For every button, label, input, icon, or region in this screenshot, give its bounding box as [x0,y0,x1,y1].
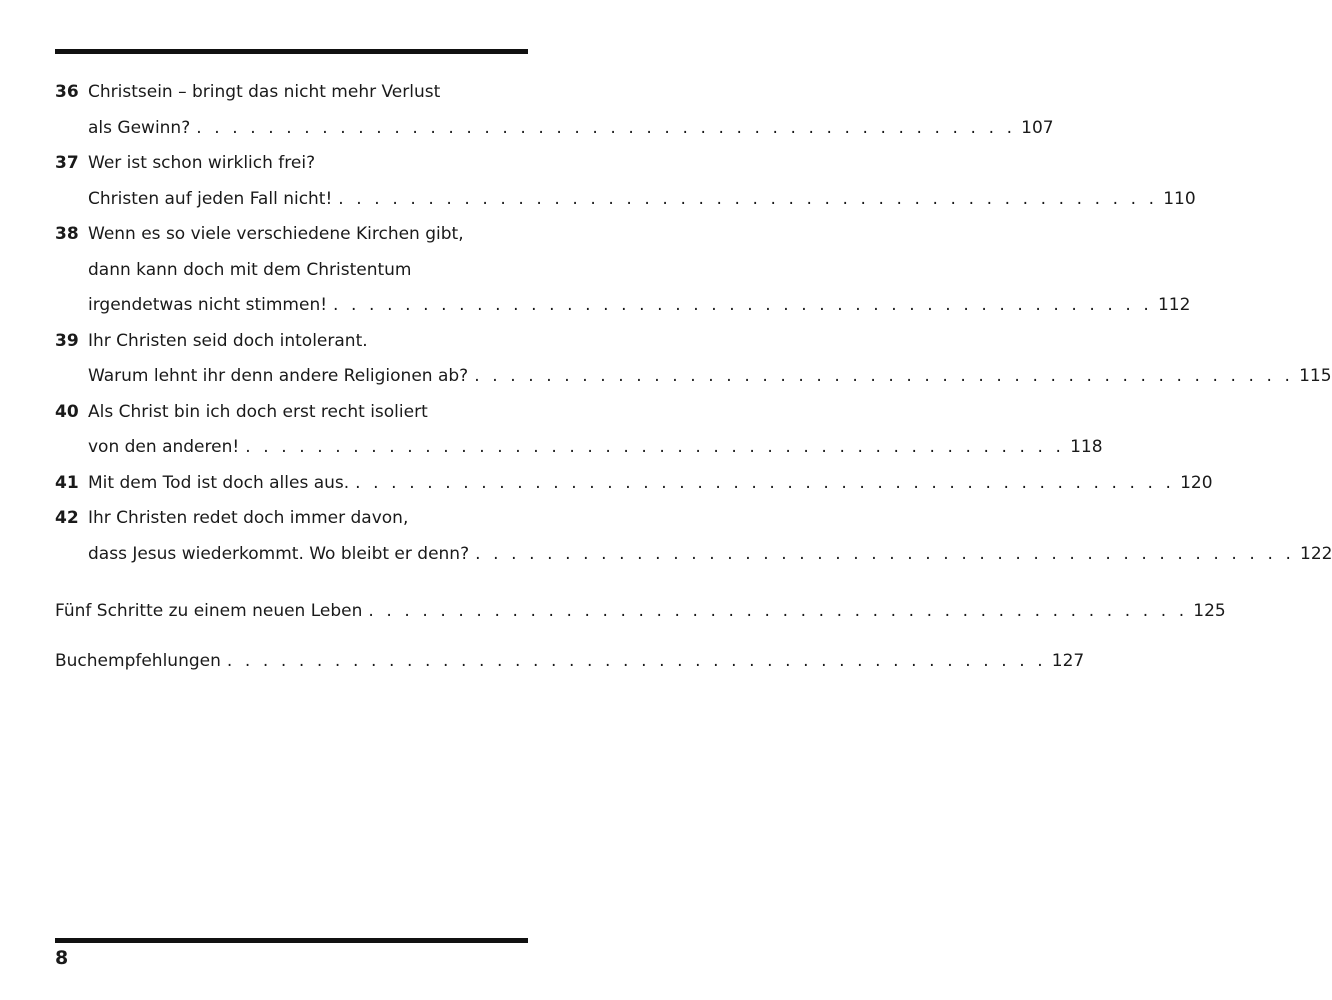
entry-title: Als Christ bin ich doch erst recht isoliert [88,401,428,422]
page-number: 122 [1300,543,1332,564]
entry-title: Christen auf jeden Fall nicht! [88,188,333,209]
entry-title: irgendetwas nicht stimmen! [88,295,328,315]
toc-entry-38-line-2 [55,253,528,289]
entry-number: 40 [55,401,79,422]
entry-title: Wenn es so viele verschiedene Kirchen gibt, [88,224,464,244]
entry-title: Warum lehnt ihr denn andere Religionen ab? [88,366,469,386]
toc-entry-41-line-1[interactable] [55,466,1213,502]
entry-title: dann kann doch mit dem Christentum [88,259,412,280]
entry-title: Ihr Christen redet doch immer davon, [88,508,409,528]
table-of-contents [55,75,1332,679]
dot-leader: . . . . . . . . . . . . . . . . . . . . . . . . . . . . . . . . . . . . . . . . . . . . . . [368,601,1188,621]
toc-entry-37-line-2[interactable] [55,182,1196,218]
entry-title: Christsein – bringt das nicht mehr Verlust [88,82,441,102]
entry-number: 36 [55,82,79,102]
toc-entry-36-line-1 [55,75,528,111]
toc-entry-40-line-1 [55,395,528,431]
toc-extra-five-steps[interactable] [55,594,1226,630]
top-rule [55,49,528,54]
entry-title: als Gewinn? [88,117,191,138]
dot-leader: . . . . . . . . . . . . . . . . . . . . . . . . . . . . . . . . . . . . . . . . . . . . . . [475,543,1295,564]
toc-entry-38-line-1 [55,217,528,253]
toc-entry-42-line-1 [55,501,528,537]
entry-number: 37 [55,153,79,173]
dot-leader: . . . . . . . . . . . . . . . . . . . . . . . . . . . . . . . . . . . . . . . . . . . . . . [245,437,1065,457]
toc-extra-book-recommendations[interactable] [55,644,1085,680]
extra-title: Fünf Schritte zu einem neuen Leben [55,601,363,621]
page-folio: 8 [55,947,69,969]
toc-entry-37-line-1 [55,146,528,182]
toc-entry-40-line-2[interactable] [55,430,1103,466]
page-number: 120 [1180,472,1213,493]
toc-entry-38-line-3[interactable] [55,288,1191,324]
page-number: 110 [1163,188,1196,209]
entry-number: 41 [55,472,79,493]
entry-title: von den anderen! [88,437,240,457]
bottom-rule [55,938,528,943]
page-number: 125 [1193,601,1226,621]
dot-leader: . . . . . . . . . . . . . . . . . . . . . . . . . . . . . . . . . . . . . . . . . . . . . . [226,650,1047,671]
extra-title: Buchempfehlungen [55,650,221,671]
spacer [55,572,528,594]
page-number: 112 [1157,295,1191,315]
entry-number: 38 [55,224,79,244]
toc-entry-39-line-1 [55,324,528,360]
page-number: 127 [1051,650,1085,671]
dot-leader: . . . . . . . . . . . . . . . . . . . . . . . . . . . . . . . . . . . . . . . . . . . . . . [474,366,1294,386]
entry-title: Wer ist schon wirklich frei? [88,153,316,173]
dot-leader: . . . . . . . . . . . . . . . . . . . . . . . . . . . . . . . . . . . . . . . . . . . . . . [196,117,1016,138]
toc-entry-42-line-2[interactable] [55,537,1332,573]
dot-leader: . . . . . . . . . . . . . . . . . . . . . . . . . . . . . . . . . . . . . . . . . . . . . . [338,188,1158,209]
page-number: 115 [1299,366,1332,386]
entry-number: 39 [55,330,79,351]
entry-title: Ihr Christen seid doch intolerant. [88,330,368,351]
toc-entry-36-line-2[interactable] [55,111,1054,147]
spacer [55,630,528,644]
dot-leader: . . . . . . . . . . . . . . . . . . . . . . . . . . . . . . . . . . . . . . . . . . . . . . [355,472,1175,493]
dot-leader: . . . . . . . . . . . . . . . . . . . . . . . . . . . . . . . . . . . . . . . . . . . . . . [333,295,1153,315]
entry-title: Mit dem Tod ist doch alles aus. [88,472,350,493]
entry-number: 42 [55,508,79,528]
page-number: 107 [1021,117,1054,138]
toc-entry-39-line-2[interactable] [55,359,1332,395]
entry-title: dass Jesus wiederkommt. Wo bleibt er denn? [88,543,470,564]
page-number: 118 [1070,437,1103,457]
